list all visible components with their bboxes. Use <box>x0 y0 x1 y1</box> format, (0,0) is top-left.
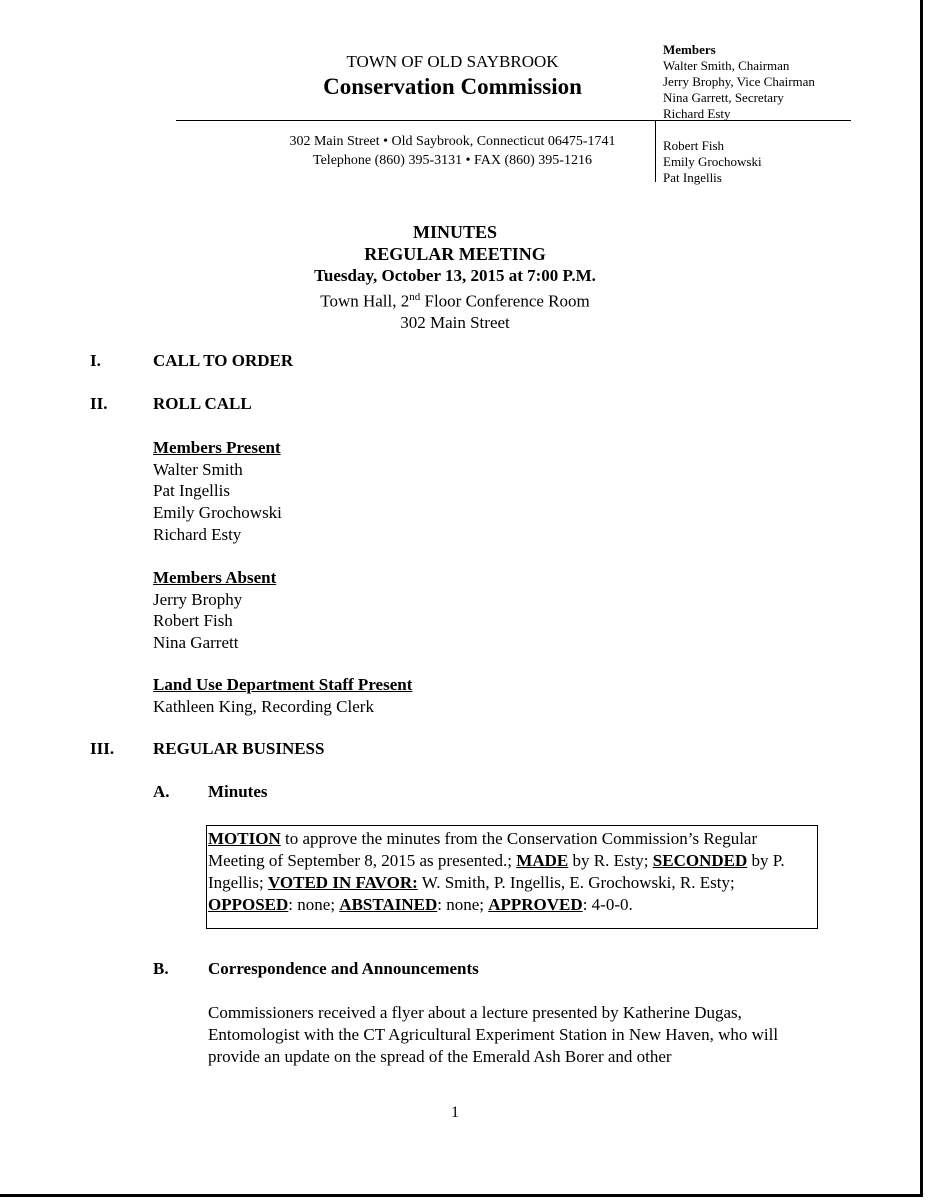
members-absent-heading: Members Absent <box>153 568 277 587</box>
voted-in-favor-keyword: VOTED IN FAVOR: <box>267 873 418 892</box>
staff-present-list <box>153 674 412 717</box>
members-list-continued <box>663 138 762 186</box>
motion-box: MOTION to approve the minutes from the Conservation Commission’s Regular Meeting of September 8, 2015 as presented.; MADE by R. Esty; SECONDED by P. Ingellis; VOTED IN FAVOR: W. Smith, P. Ingellis, E. Grochowski, R. Esty; OPPOSED: none; ABSTAINED: none; APPROVED: 4-0-0. <box>206 825 818 929</box>
correspondence-paragraph: Commissioners received a flyer about a lecture presented by Katherine Dugas, Entomologist with the CT Agricultural Experiment Station in New Haven, who will provide an update on the spread of the Emerald Ash Borer and other <box>208 1003 779 1066</box>
header-vertical-divider <box>655 120 656 182</box>
section-number: I. <box>90 351 101 370</box>
section-roll-call: ROLL CALL <box>153 394 252 413</box>
made-keyword: MADE <box>516 851 569 870</box>
list-item: Robert Fish <box>153 611 233 631</box>
subsection-correspondence: Correspondence and Announcements <box>208 959 479 978</box>
meeting-location: Town Hall, 2nd Floor Conference Room <box>320 290 590 311</box>
commission-name: Conservation Commission <box>323 74 582 99</box>
list-item: Pat Ingellis <box>153 481 230 501</box>
members-absent-list <box>153 567 276 654</box>
list-item: Walter Smith <box>153 459 243 479</box>
section-number: II. <box>90 394 108 413</box>
contact-address <box>255 132 650 170</box>
staff-present-heading: Land Use Department Staff Present <box>153 675 413 694</box>
member-name: Jerry Brophy, Vice Chairman <box>663 74 815 89</box>
member-name: Robert Fish <box>663 138 725 153</box>
members-present-list <box>153 437 282 546</box>
page-number: 1 <box>451 1104 459 1121</box>
address-line: 302 Main Street • Old Saybrook, Connecticut 06475-1741 <box>289 134 616 149</box>
list-item: Nina Garrett <box>153 633 239 653</box>
subsection-minutes: Minutes <box>208 782 268 801</box>
opposed-keyword: OPPOSED <box>208 895 289 914</box>
abstained-keyword: ABSTAINED <box>339 895 438 914</box>
section-number: III. <box>90 739 115 758</box>
minutes-heading: MINUTES <box>412 222 497 242</box>
member-name: Nina Garrett, Secretary <box>663 90 784 105</box>
members-list <box>663 42 815 122</box>
members-present-heading: Members Present <box>153 438 281 457</box>
member-name: Pat Ingellis <box>663 170 722 185</box>
meeting-title-block <box>230 222 680 333</box>
meeting-address: 302 Main Street <box>400 312 510 332</box>
subsection-letter: A. <box>153 782 170 801</box>
member-name: Richard Esty <box>663 106 731 121</box>
meeting-type: REGULAR MEETING <box>364 243 546 264</box>
members-heading: Members <box>663 42 716 57</box>
meeting-date: Tuesday, October 13, 2015 at 7:00 P.M. <box>314 266 596 285</box>
member-name: Emily Grochowski <box>663 154 762 169</box>
motion-keyword: MOTION <box>208 829 281 848</box>
phone-fax-line: Telephone (860) 395-3131 • FAX (860) 395-1216 <box>313 153 592 168</box>
town-name: TOWN OF OLD SAYBROOK <box>346 52 559 71</box>
section-regular-business: REGULAR BUSINESS <box>153 739 325 758</box>
list-item: Jerry Brophy <box>153 589 243 609</box>
subsection-letter: B. <box>153 959 169 978</box>
approved-keyword: APPROVED <box>488 895 583 914</box>
seconded-keyword: SECONDED <box>652 851 748 870</box>
section-call-to-order: CALL TO ORDER <box>153 351 294 370</box>
member-name: Walter Smith, Chairman <box>663 58 790 73</box>
list-item: Kathleen King, Recording Clerk <box>153 696 374 716</box>
list-item: Emily Grochowski <box>153 503 282 523</box>
list-item: Richard Esty <box>153 524 242 544</box>
